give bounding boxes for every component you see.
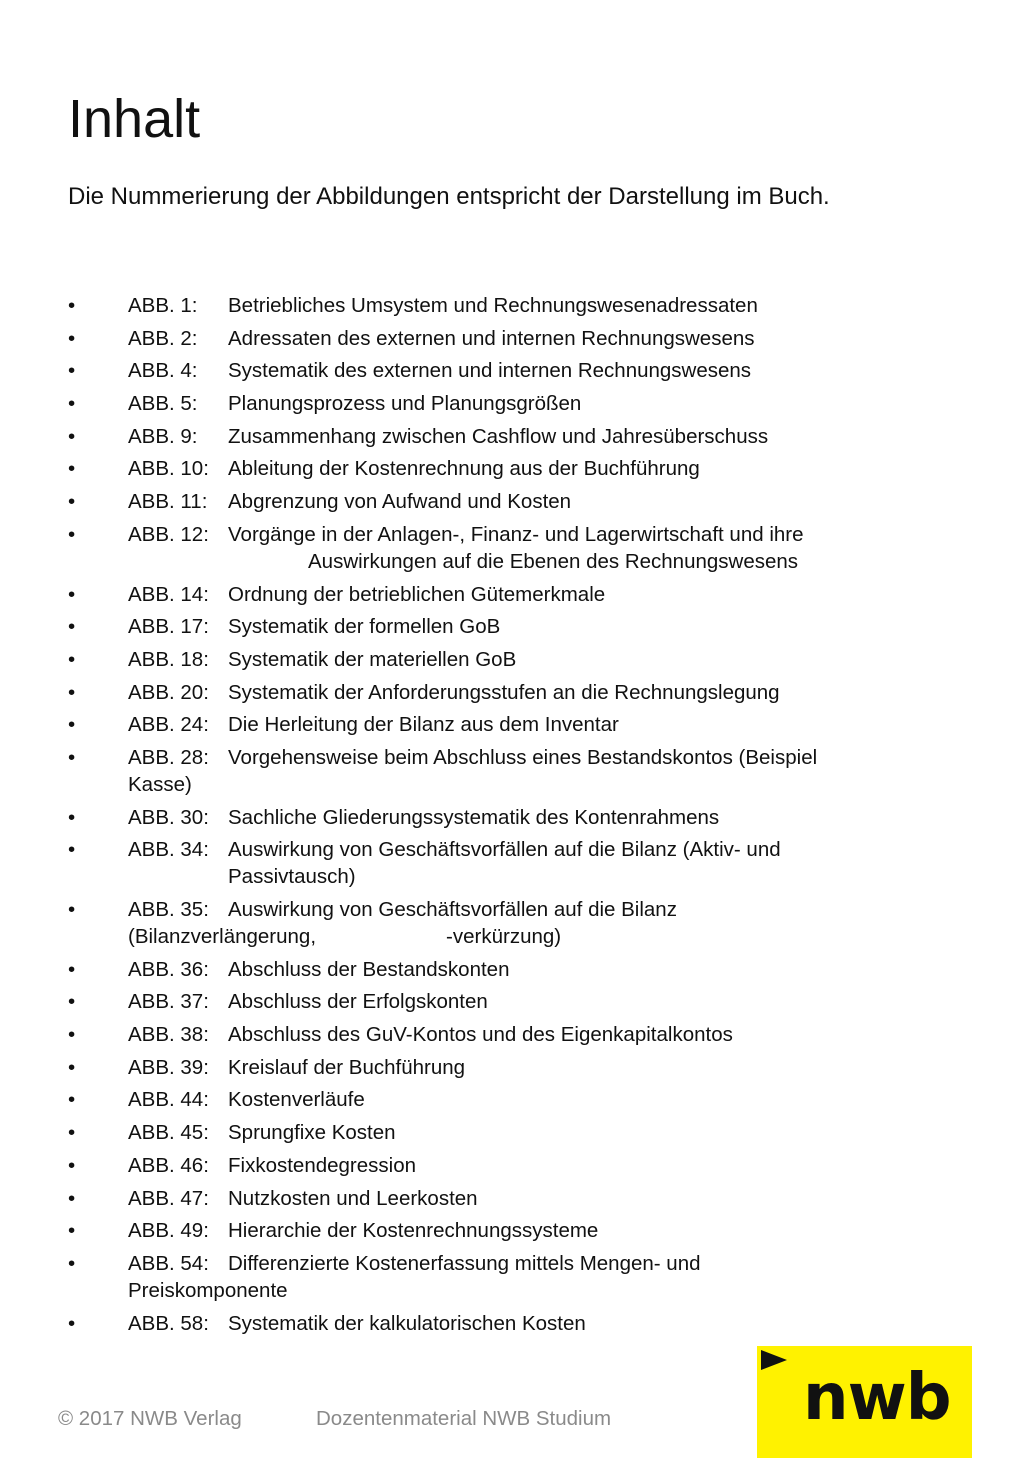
figure-number: ABB. 45: (128, 1121, 209, 1145)
footer-copyright: © 2017 NWB Verlag (58, 1407, 242, 1430)
figure-number: ABB. 1: (128, 294, 198, 317)
list-item (68, 836, 968, 890)
figure-title: Hierarchie der Kostenrechnungssysteme (228, 1219, 599, 1243)
logo-text: nwb (803, 1361, 951, 1435)
figure-number: ABB. 47: (128, 1186, 209, 1210)
figure-number: ABB. 38: (128, 1023, 209, 1047)
bullet-icon: • (68, 713, 76, 737)
bullet-icon: • (68, 1023, 76, 1047)
bullet-icon: • (68, 990, 76, 1014)
list-item (68, 423, 968, 450)
figure-title: Zusammenhang zwischen Cashflow und Jahresüberschuss (228, 424, 769, 448)
figure-number: ABB. 30: (128, 805, 209, 829)
continuation-text: Kasse) (128, 772, 192, 796)
list-item (68, 804, 968, 831)
figure-number: ABB. 18: (128, 647, 209, 671)
list-item (68, 988, 968, 1015)
figure-number: ABB. 9: (128, 424, 198, 448)
list-item (68, 1310, 968, 1337)
list-item (68, 613, 968, 640)
figure-title: Planungsprozess und Planungsgrößen (228, 392, 582, 416)
bullet-icon: • (68, 1251, 76, 1275)
figure-number: ABB. 39: (128, 1055, 209, 1079)
bullet-icon: • (68, 1219, 76, 1243)
list-item (68, 1086, 968, 1113)
list-item (68, 521, 968, 575)
figure-title: Fixkostendegression (228, 1153, 417, 1177)
bullet-icon: • (68, 1121, 76, 1145)
figure-title: Ordnung der betrieblichen Gütemerkmale (228, 582, 606, 606)
figure-title-continuation (128, 548, 968, 575)
list-item (68, 646, 968, 673)
bullet-icon: • (68, 522, 76, 546)
bullet-icon: • (68, 490, 76, 514)
nwb-logo (757, 1346, 972, 1458)
list-item (68, 581, 968, 608)
list-item (68, 1185, 968, 1212)
list-item (68, 956, 968, 983)
figure-title: Systematik der kalkulatorischen Kosten (228, 1311, 586, 1335)
list-item (68, 679, 968, 706)
figure-title: Systematik der materiellen GoB (228, 647, 517, 671)
figure-number: ABB. 5: (128, 392, 198, 416)
list-item (68, 1054, 968, 1081)
figure-title: Kreislauf der Buchführung (228, 1055, 466, 1079)
figure-title: Abschluss des GuV-Kontos und des Eigenkapitalkontos (228, 1023, 733, 1047)
list-item (68, 325, 968, 352)
figure-title-continuation (128, 771, 968, 798)
figure-title: Kostenverläufe (228, 1088, 365, 1112)
bullet-icon: • (68, 898, 76, 921)
bullet-icon: • (68, 582, 76, 606)
list-item (68, 455, 968, 482)
figure-number: ABB. 24: (128, 713, 209, 737)
figure-title: Ableitung der Kostenrechnung aus der Buchführung (228, 457, 700, 481)
figure-title: Die Herleitung der Bilanz aus dem Inventar (228, 713, 619, 737)
figure-number: ABB. 12: (128, 522, 209, 546)
figure-title: Vorgehensweise beim Abschluss eines Bestandskontos (Beispiel (228, 745, 818, 769)
figure-title: Sachliche Gliederungssystematik des Kontenrahmens (228, 805, 720, 829)
page-title: Inhalt (68, 89, 201, 149)
bullet-icon: • (68, 294, 76, 317)
bullet-icon: • (68, 805, 76, 829)
figure-title: Sprungfixe Kosten (228, 1121, 396, 1145)
figure-title: Systematik des externen und internen Rechnungswesens (228, 359, 752, 383)
figure-title: Abschluss der Erfolgskonten (228, 990, 488, 1014)
figure-title-continuation (128, 863, 968, 890)
figure-number: ABB. 2: (128, 326, 198, 350)
figure-title: Nutzkosten und Leerkosten (228, 1186, 478, 1210)
bullet-icon: • (68, 680, 76, 704)
list-item (68, 390, 968, 417)
figure-title: Auswirkung von Geschäftsvorfällen auf die Bilanz (228, 898, 677, 921)
figure-title: Abschluss der Bestandskonten (228, 957, 510, 981)
list-item (68, 744, 968, 798)
figure-title: Betriebliches Umsystem und Rechnungswesenadressaten (228, 294, 758, 317)
continuation-text: Auswirkungen auf die Ebenen des Rechnungswesens (308, 549, 799, 573)
figure-number: ABB. 36: (128, 957, 209, 981)
list-item (68, 292, 968, 319)
bullet-icon: • (68, 457, 76, 481)
figure-number: ABB. 4: (128, 359, 198, 383)
figure-title: Vorgänge in der Anlagen-, Finanz- und Lagerwirtschaft und ihre (228, 522, 804, 546)
bullet-icon: • (68, 615, 76, 639)
figure-title: Adressaten des externen und internen Rechnungswesens (228, 326, 755, 350)
list-item (68, 488, 968, 515)
list-item (68, 1217, 968, 1244)
figure-number: ABB. 11: (128, 490, 208, 514)
figure-number: ABB. 34: (128, 838, 209, 862)
figure-title: Abgrenzung von Aufwand und Kosten (228, 490, 572, 514)
bullet-icon: • (68, 647, 76, 671)
continuation-text: Preiskomponente (128, 1278, 288, 1302)
bullet-icon: • (68, 1055, 76, 1079)
bullet-icon: • (68, 1088, 76, 1112)
figure-number: ABB. 17: (128, 615, 209, 639)
bullet-icon: • (68, 838, 76, 862)
bullet-icon: • (68, 1186, 76, 1210)
figure-number: ABB. 54: (128, 1251, 209, 1275)
figure-number: ABB. 46: (128, 1153, 209, 1177)
bullet-icon: • (68, 1153, 76, 1177)
list-item (68, 896, 968, 950)
figure-number: ABB. 14: (128, 582, 209, 606)
figure-title-continuation (128, 1277, 968, 1304)
figure-number: ABB. 35: (128, 898, 209, 921)
figure-title: Systematik der Anforderungsstufen an die Rechnungslegung (228, 680, 780, 704)
figure-number: ABB. 58: (128, 1311, 209, 1335)
list-item (68, 1021, 968, 1048)
figure-number: ABB. 37: (128, 990, 209, 1014)
footer-material: Dozentenmaterial NWB Studium (316, 1407, 612, 1430)
list-item (68, 711, 968, 738)
list-item (68, 1250, 968, 1304)
list-item (68, 1119, 968, 1146)
bullet-icon: • (68, 392, 76, 416)
figure-title: Differenzierte Kostenerfassung mittels Mengen- und (228, 1251, 701, 1275)
figure-title-continuation (128, 923, 968, 950)
continuation-text: Passivtausch) (228, 865, 356, 889)
figure-title: Systematik der formellen GoB (228, 615, 501, 639)
figure-number: ABB. 20: (128, 680, 209, 704)
figure-number: ABB. 28: (128, 745, 209, 769)
page-subtitle: Die Nummerierung der Abbildungen entspricht der Darstellung im Buch. (68, 183, 830, 210)
continuation-text-2: -verkürzung) (446, 925, 562, 948)
figure-number: ABB. 49: (128, 1219, 209, 1243)
bullet-icon: • (68, 326, 76, 350)
figure-title: Auswirkung von Geschäftsvorfällen auf die Bilanz (Aktiv- und (228, 838, 781, 862)
bullet-icon: • (68, 957, 76, 981)
continuation-text: (Bilanzverlängerung, (128, 925, 317, 948)
figure-list (68, 292, 968, 1342)
figure-number: ABB. 44: (128, 1088, 209, 1112)
list-item (68, 357, 968, 384)
bullet-icon: • (68, 424, 76, 448)
figure-number: ABB. 10: (128, 457, 209, 481)
list-item (68, 1152, 968, 1179)
bullet-icon: • (68, 745, 76, 769)
bullet-icon: • (68, 359, 76, 383)
bullet-icon: • (68, 1311, 76, 1335)
